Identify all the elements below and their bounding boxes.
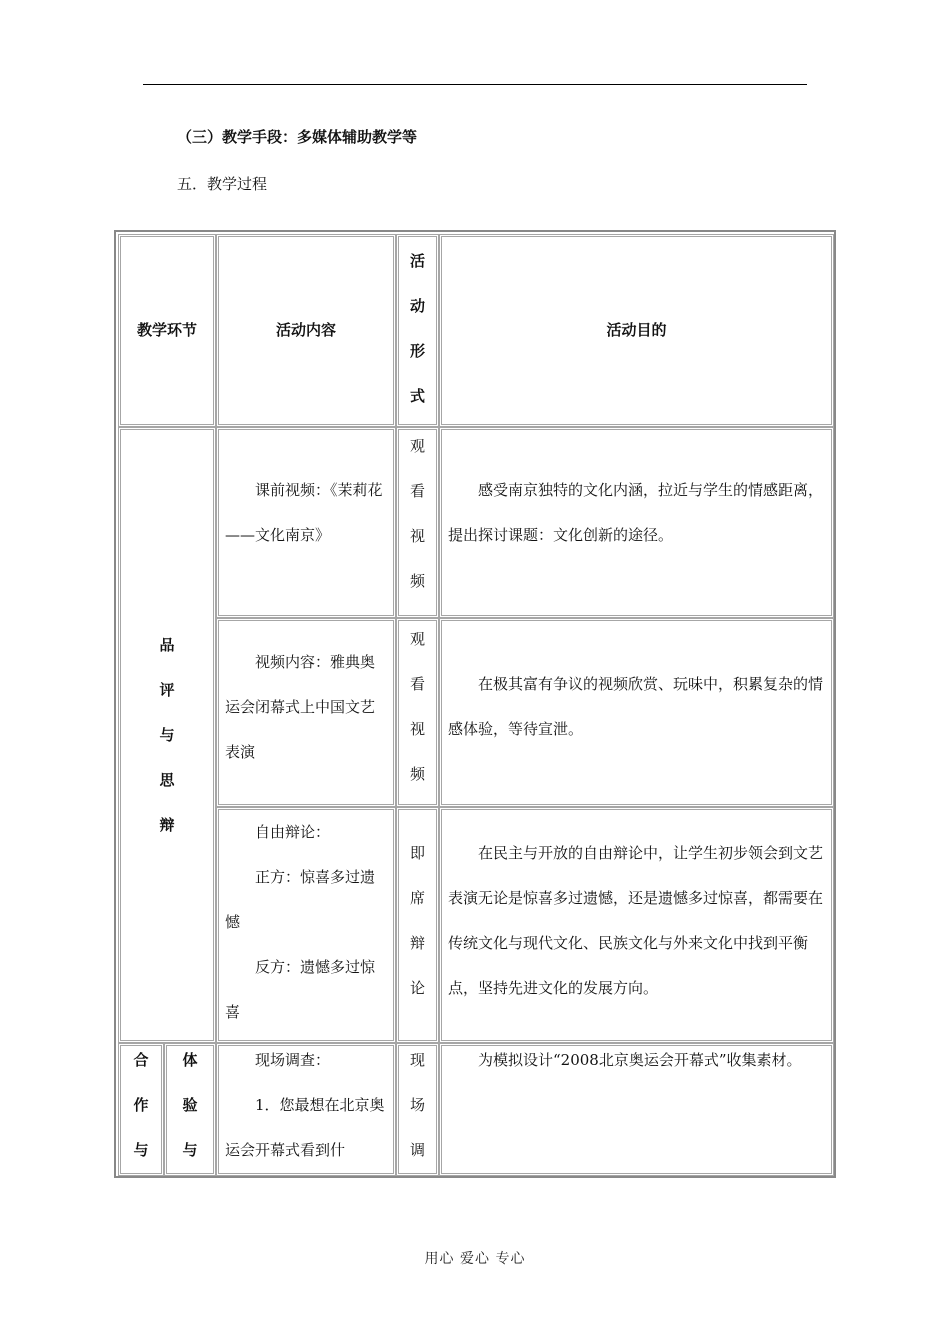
row4-purpose (439, 1043, 834, 1176)
row2-content (216, 618, 396, 807)
row3-content-line: 自由辩论： (255, 823, 331, 841)
header-stage-text: 教学环节 (136, 321, 197, 339)
form-char: 席 (409, 889, 425, 907)
subheading: （三）教学手段：多媒体辅助教学等 (177, 128, 418, 146)
row1-form-text (409, 427, 427, 604)
row4-form-text (409, 1043, 427, 1173)
header-rule (143, 84, 807, 85)
header-form-char: 动 (409, 297, 425, 315)
header-content-text: 活动内容 (275, 321, 336, 339)
form-char: 观 (409, 437, 425, 455)
header-purpose (439, 234, 834, 427)
header-form-text (409, 239, 427, 419)
form-char: 即 (409, 844, 425, 862)
form-char: 看 (409, 482, 425, 500)
row1-purpose-text: 感受南京独特的文化内涵，拉近与学生的情感距离，提出探讨课题：文化创新的途径。 (448, 481, 824, 544)
header-purpose-text: 活动目的 (606, 321, 667, 339)
form-char: 论 (409, 979, 425, 997)
row3-form-text (409, 831, 427, 1011)
form-char: 视 (409, 720, 425, 738)
header-form (396, 234, 439, 427)
stage-label-char: 与 (133, 1141, 149, 1159)
row1-content (216, 427, 396, 618)
form-char: 场 (409, 1096, 425, 1114)
row3-form (396, 807, 439, 1043)
teaching-process-table (114, 230, 836, 1178)
row2-form-text (409, 618, 427, 797)
row3-content-line: 反方：遗憾多过惊喜 (225, 958, 376, 1021)
stage-label-char: 品 (159, 635, 175, 654)
stage-label-char: 与 (182, 1141, 198, 1159)
row4-form (396, 1043, 439, 1176)
form-char: 观 (409, 630, 425, 648)
row2-form (396, 618, 439, 807)
stage-label-char: 合 (133, 1051, 149, 1069)
stage-label-char: 作 (133, 1096, 149, 1114)
header-form-char: 形 (409, 342, 425, 360)
header-form-char: 式 (409, 387, 425, 405)
form-char: 频 (409, 572, 425, 590)
section-title: 五．教学过程 (177, 175, 268, 193)
row3-content-line: 正方：惊喜多过遗憾 (225, 868, 376, 931)
row4-purpose-text: 为模拟设计“2008北京奥运会开幕式”收集素材。 (478, 1051, 802, 1069)
row3-content (216, 807, 396, 1043)
stage-label-cooperation (132, 1043, 150, 1173)
page-footer: 用心 爱心 专心 (424, 1251, 526, 1267)
form-char: 调 (409, 1141, 425, 1159)
header-form-char: 活 (409, 252, 425, 270)
form-char: 看 (409, 675, 425, 693)
stage-cell-cooperation (118, 1043, 164, 1176)
stage-label-experience (181, 1043, 199, 1173)
stage-label-char: 与 (159, 725, 175, 744)
row1-purpose (439, 427, 834, 618)
stage-label-char: 思 (159, 770, 175, 789)
row4-content-line: 1．您最想在北京奥运会开幕式看到什 (225, 1096, 385, 1159)
stage-label-char: 验 (182, 1096, 198, 1114)
stage-label-critique (158, 623, 176, 848)
row3-purpose-text: 在民主与开放的自由辩论中，让学生初步领会到文艺表演无论是惊喜多过遗憾，还是遗憾多过惊喜，都需要在传统文化与现代文化、民族文化与外来文化中找到平衡点，坚持先进文化的发展方向。 (448, 844, 824, 997)
row1-content-text: 课前视频：《茉莉花——文化南京》 (225, 481, 383, 544)
header-content (216, 234, 396, 427)
form-char: 频 (409, 765, 425, 783)
stage-cell-experience (164, 1043, 216, 1176)
row2-content-text: 视频内容：雅典奥运会闭幕式上中国文艺表演 (225, 653, 376, 761)
stage-label-char: 辩 (159, 815, 175, 834)
row2-purpose-text: 在极其富有争议的视频欣赏、玩味中，积累复杂的情感体验，等待宣泄。 (448, 675, 824, 738)
stage-cell-critique (118, 427, 216, 1043)
stage-label-char: 评 (159, 680, 175, 699)
form-char: 辩 (409, 934, 425, 952)
row2-purpose (439, 618, 834, 807)
header-stage (118, 234, 216, 427)
form-char: 视 (409, 527, 425, 545)
stage-label-char: 体 (182, 1051, 198, 1069)
row1-form (396, 427, 439, 618)
row4-content (216, 1043, 396, 1176)
form-char: 现 (409, 1051, 425, 1069)
row4-content-line: 现场调查： (255, 1051, 331, 1069)
row3-purpose (439, 807, 834, 1043)
